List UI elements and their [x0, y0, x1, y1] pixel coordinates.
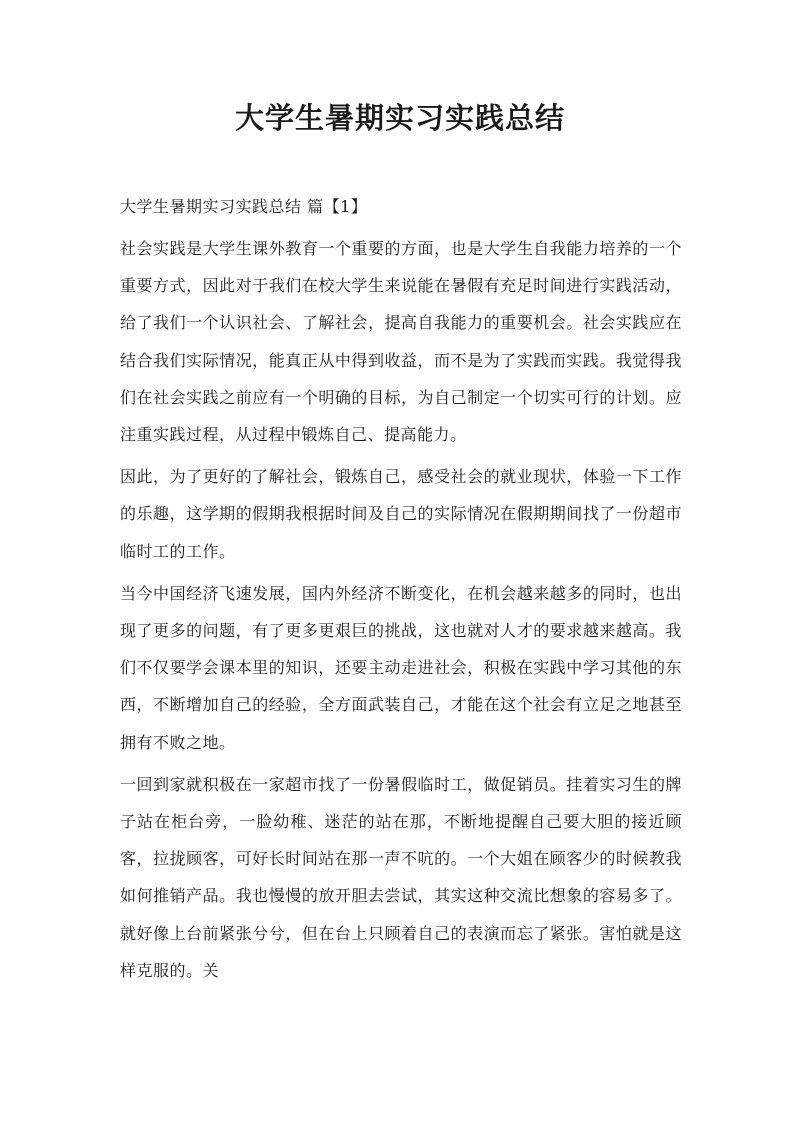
- document-body: [120, 188, 682, 994]
- paragraph-3: 当今中国经济飞速发展，国内外经济不断变化，在机会越来越多的同时，也出现了更多的问题，有了更多更艰巨的挑战，这也就对人才的要求越来越高。我们不仅要学会课本里的知识，还要主动走进社会，积极在实践中学习其他的东西，不断增加自己的经验，全方面武装自己，才能在这个社会有立足之地甚至拥有不败之地。: [120, 583, 682, 752]
- paragraph-1: 社会实践是大学生课外教育一个重要的方面，也是大学生自我能力培养的一个重要方式，因此对于我们在校大学生来说能在暑假有充足时间进行实践活动，给了我们一个认识社会、了解社会，提高自我能力的重要机会。社会实践应在结合我们实际情况，能真正从中得到收益，而不是为了实践而实践。我觉得我们在社会实践之前应有一个明确的目标，为自己制定一个切实可行的计划。应注重实践过程，从过程中锻炼自己、提高能力。: [120, 239, 682, 445]
- paragraph-4: 一回到家就积极在一家超市找了一份暑假临时工，做促销员。挂着实习生的牌子站在柜台旁，一脸幼稚、迷茫的站在那，不断地提醒自己要大胆的接近顾客，拉拢顾客，可好长时间站在那一声不吭的。一个大姐在顾客少的时候教我如何推销产品。我也慢慢的放开胆去尝试，其实这种交流比想象的容易多了。就好像上台前紧张兮兮，但在台上只顾着自己的表演而忘了紧张。害怕就是这样克服的。关: [120, 774, 682, 980]
- page-title: 大学生暑期实习实践总结: [234, 101, 565, 135]
- section-heading: 大学生暑期实习实践总结 篇【1】: [120, 197, 368, 216]
- paragraph-2: 因此，为了更好的了解社会，锻炼自己，感受社会的就业现状，体验一下工作的乐趣，这学期的假期我根据时间及自己的实际情况在假期期间找了一份超市临时工的工作。: [120, 467, 682, 561]
